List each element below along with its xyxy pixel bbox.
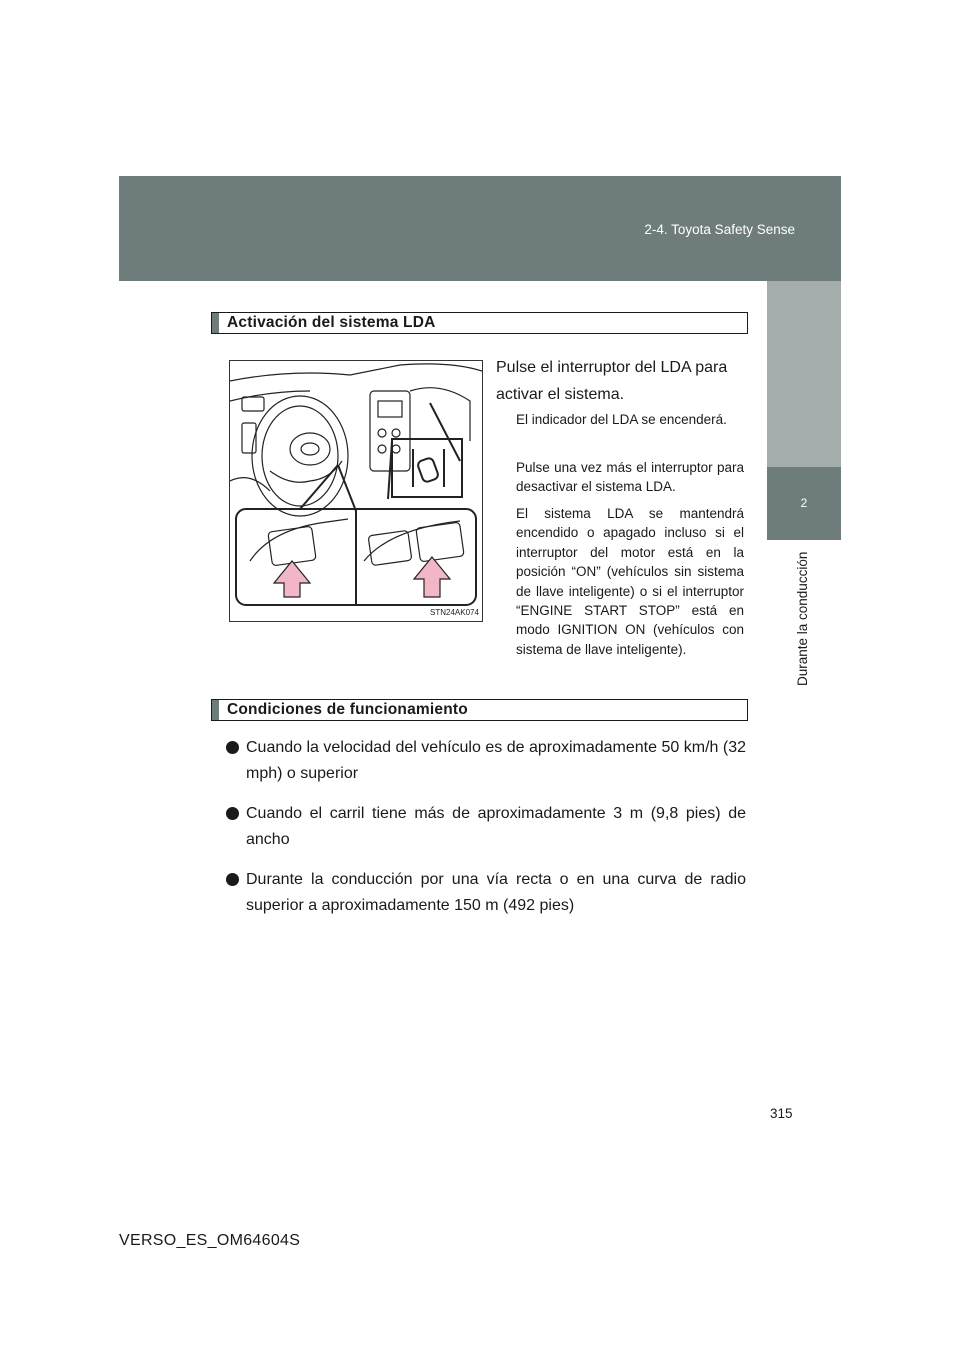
section-title: Condiciones de funcionamiento (227, 701, 468, 718)
page-number: 315 (770, 1106, 793, 1121)
list-item-text: Cuando la velocidad del vehículo es de aproximadamente 50 km/h (32 mph) o superior (246, 739, 746, 782)
header-band (119, 176, 841, 281)
chapter-label: Durante la conducción (795, 552, 810, 687)
section-heading-lda-activation (211, 312, 748, 334)
instruction-text: Pulse el interruptor del LDA para activar el sistema. (496, 359, 728, 403)
list-item (226, 867, 746, 919)
bullet-icon (226, 807, 239, 820)
dashboard-drawing (230, 361, 482, 621)
list-item (226, 801, 746, 853)
note-persistence: El sistema LDA se mantendrá encendido o apagado incluso si el interruptor del motor está en la posición “ON” (vehículos sin sistema de llave inteligente) o si el interruptor “ENGINE START STOP” está en modo IGNITION ON (vehículos con sistema de llave inteligente). (516, 506, 744, 657)
footer-code: VERSO_ES_OM64604S (119, 1232, 301, 1249)
list-item-text: Cuando el carril tiene más de aproximadamente 3 m (9,8 pies) de ancho (246, 805, 746, 848)
section-header-title: 2-4. Toyota Safety Sense (644, 222, 795, 237)
heading-accent (212, 700, 219, 720)
chapter-tab-active (767, 467, 841, 540)
section-title: Activación del sistema LDA (227, 314, 436, 331)
note-indicator: El indicador del LDA se encenderá. (516, 412, 727, 427)
figure-code: STN24AK074 (430, 608, 479, 617)
lda-switch-illustration (229, 360, 483, 622)
note-deactivate: Pulse una vez más el interruptor para desactivar el sistema LDA. (516, 460, 744, 495)
bullet-icon (226, 741, 239, 754)
list-item-text: Durante la conducción por una vía recta o en una curva de radio superior a aproximadamente 150 m (492 pies) (246, 871, 746, 914)
list-item (226, 735, 746, 787)
section-heading-conditions (211, 699, 748, 721)
chapter-number: 2 (800, 496, 808, 510)
bullet-icon (226, 873, 239, 886)
heading-accent (212, 313, 219, 333)
conditions-list (226, 735, 746, 933)
chapter-tab (767, 281, 841, 467)
